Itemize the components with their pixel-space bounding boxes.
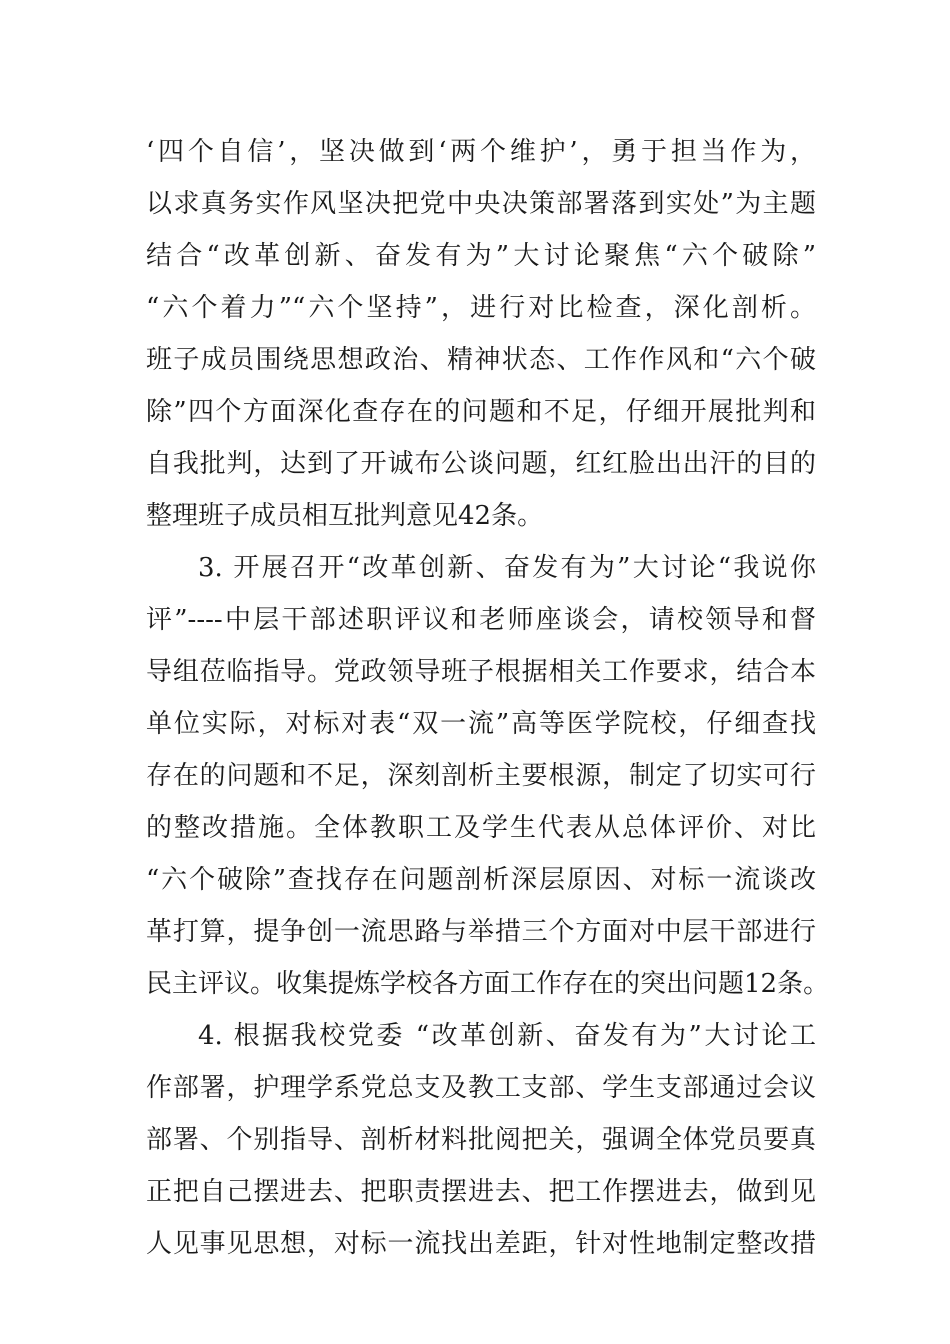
text-line: 以求真务实作风坚决把党中央决策部署落到实处”为主题	[146, 189, 816, 219]
text-line: 评”----中层干部述职评议和老师座谈会，请校领导和督	[146, 605, 816, 635]
text-line: “六个着力”“六个坚持”，进行对比检查，深化剖析。	[146, 293, 816, 323]
body-text	[146, 126, 830, 1270]
text-line: 结合“改革创新、奋发有为”大讨论聚焦“六个破除”	[146, 241, 816, 271]
text-line: 导组莅临指导。党政领导班子根据相关工作要求，结合本	[146, 657, 816, 687]
text-line: 民主评议。收集提炼学校各方面工作存在的突出问题12条。	[146, 969, 830, 999]
paragraph-4-start: 4. 根据我校党委 “改革创新、奋发有为”大讨论工	[198, 1021, 816, 1051]
text-line: “六个破除”查找存在问题剖析深层原因、对标一流谈改	[146, 865, 816, 895]
text-line: 除”四个方面深化查存在的问题和不足，仔细开展批判和	[146, 397, 816, 427]
text-line: 人见事见思想，对标一流找出差距，针对性地制定整改措	[146, 1229, 816, 1259]
text-line: 的整改措施。全体教职工及学生代表从总体评价、对比	[146, 813, 816, 843]
text-line: 班子成员围绕思想政治、精神状态、工作作风和“六个破	[146, 345, 816, 375]
text-line: 存在的问题和不足，深刻剖析主要根源，制定了切实可行	[146, 761, 816, 791]
text-line: 部署、个别指导、剖析材料批阅把关，强调全体党员要真	[146, 1125, 816, 1155]
text-line: 整理班子成员相互批判意见42条。	[146, 501, 544, 531]
paragraph-3-start: 3. 开展召开“改革创新、奋发有为”大讨论“我说你	[198, 553, 816, 583]
text-line: 作部署，护理学系党总支及教工支部、学生支部通过会议	[146, 1073, 816, 1103]
text-line: ‘四个自信’，坚决做到‘两个维护’，勇于担当作为，	[146, 137, 816, 167]
text-line: 革打算，提争创一流思路与举措三个方面对中层干部进行	[146, 917, 816, 947]
text-line: 单位实际，对标对表“双一流”高等医学院校，仔细查找	[146, 709, 816, 739]
text-line: 自我批判，达到了开诚布公谈问题，红红脸出出汗的目的	[146, 449, 816, 479]
text-line: 正把自己摆进去、把职责摆进去、把工作摆进去，做到见	[146, 1177, 816, 1207]
